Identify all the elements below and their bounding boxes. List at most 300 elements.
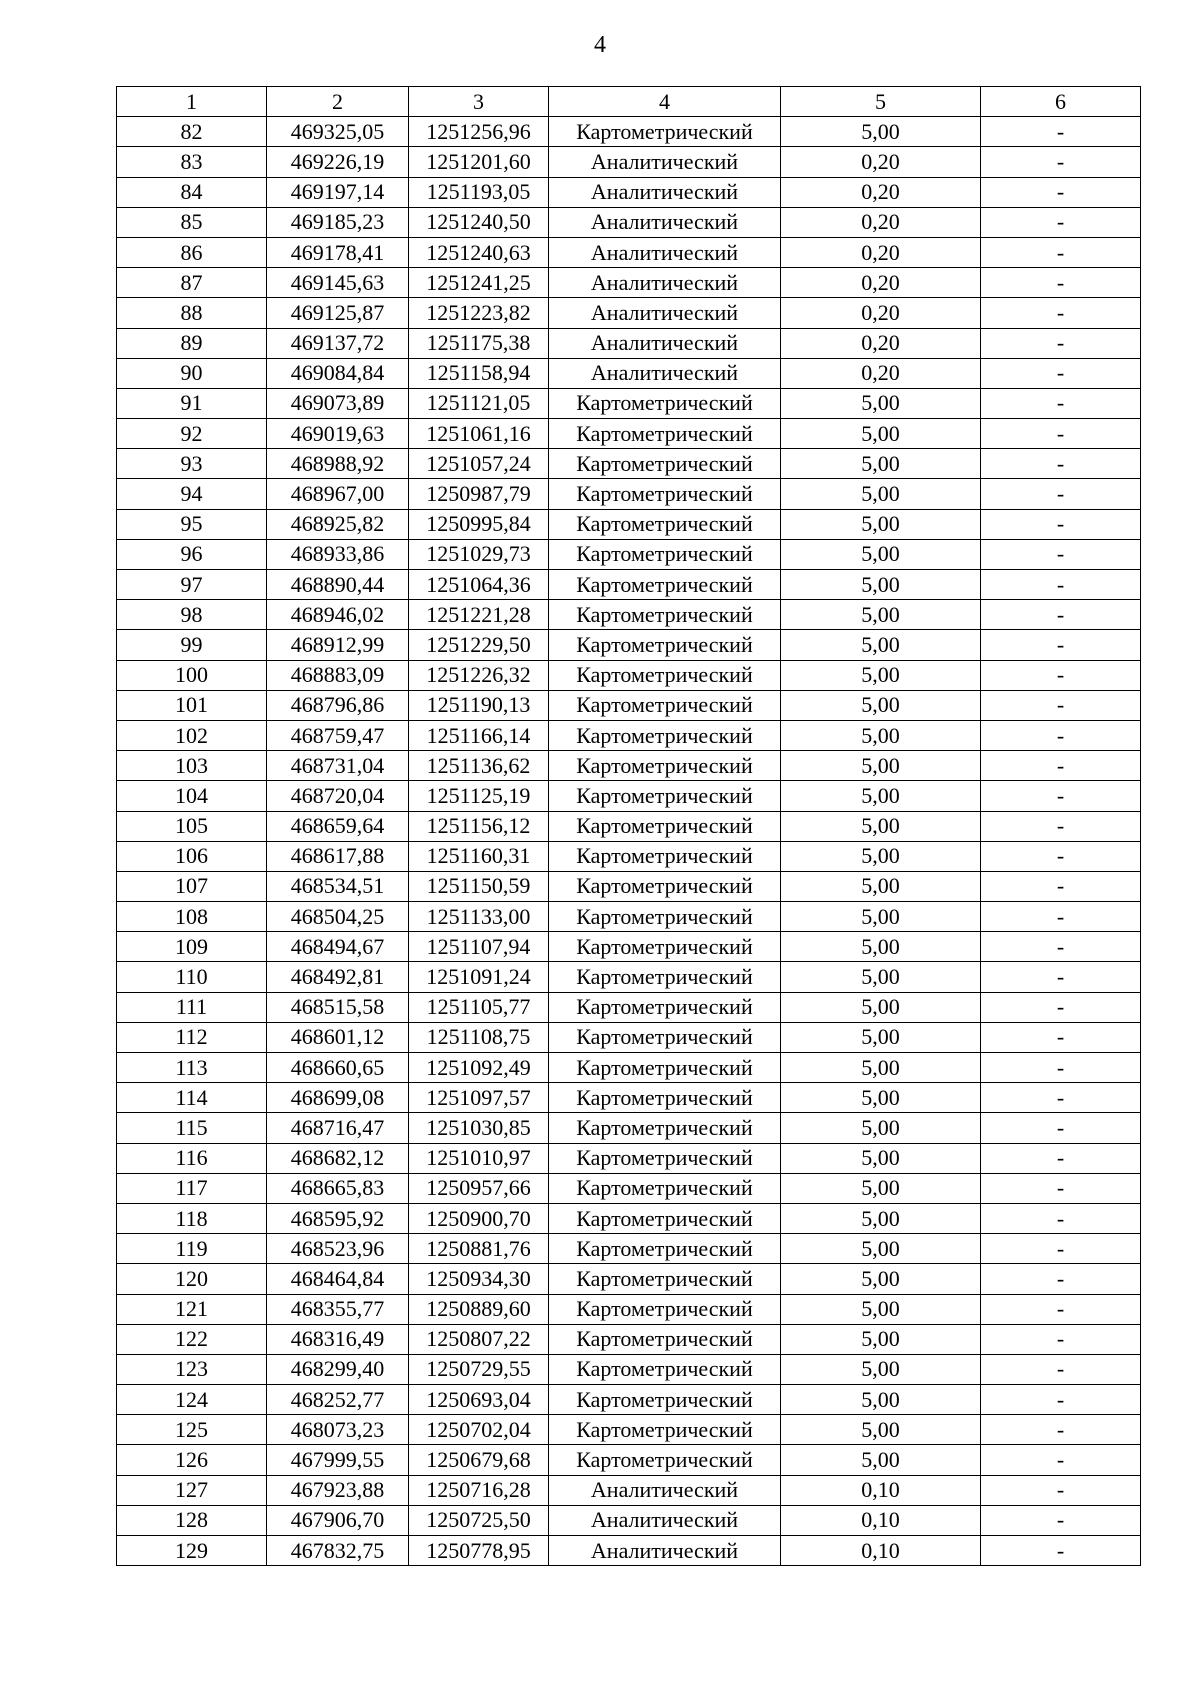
method-cell: Картометрический	[549, 1022, 781, 1052]
point-number-cell: 83	[117, 147, 267, 177]
point-number-cell: 107	[117, 871, 267, 901]
note-cell: -	[981, 207, 1141, 237]
note-cell: -	[981, 962, 1141, 992]
y-coordinate-cell: 1251223,82	[409, 298, 549, 328]
table-row	[117, 1083, 1141, 1113]
method-cell: Картометрический	[549, 1354, 781, 1384]
x-coordinate-cell: 469125,87	[267, 298, 409, 328]
x-coordinate-cell: 468660,65	[267, 1053, 409, 1083]
note-cell: -	[981, 932, 1141, 962]
note-cell: -	[981, 1053, 1141, 1083]
note-cell: -	[981, 449, 1141, 479]
accuracy-cell: 5,00	[781, 1415, 981, 1445]
note-cell: -	[981, 419, 1141, 449]
note-cell: -	[981, 1264, 1141, 1294]
table-row	[117, 1234, 1141, 1264]
accuracy-cell: 5,00	[781, 388, 981, 418]
accuracy-cell: 0,10	[781, 1536, 981, 1566]
x-coordinate-cell: 468252,77	[267, 1385, 409, 1415]
point-number-cell: 117	[117, 1173, 267, 1203]
x-coordinate-cell: 468523,96	[267, 1234, 409, 1264]
table-row	[117, 902, 1141, 932]
note-cell: -	[981, 117, 1141, 147]
x-coordinate-cell: 468716,47	[267, 1113, 409, 1143]
method-cell: Картометрический	[549, 600, 781, 630]
point-number-cell: 114	[117, 1083, 267, 1113]
y-coordinate-cell: 1250778,95	[409, 1536, 549, 1566]
y-coordinate-cell: 1250957,66	[409, 1173, 549, 1203]
x-coordinate-cell: 468759,47	[267, 720, 409, 750]
table-row	[117, 1294, 1141, 1324]
accuracy-cell: 5,00	[781, 630, 981, 660]
accuracy-cell: 5,00	[781, 1113, 981, 1143]
y-coordinate-cell: 1251030,85	[409, 1113, 549, 1143]
accuracy-cell: 0,20	[781, 147, 981, 177]
method-cell: Аналитический	[549, 147, 781, 177]
y-coordinate-cell: 1251221,28	[409, 600, 549, 630]
table-row	[117, 1536, 1141, 1566]
note-cell: -	[981, 509, 1141, 539]
x-coordinate-cell: 468299,40	[267, 1354, 409, 1384]
y-coordinate-cell: 1250679,68	[409, 1445, 549, 1475]
y-coordinate-cell: 1251175,38	[409, 328, 549, 358]
point-number-cell: 89	[117, 328, 267, 358]
note-cell: -	[981, 1415, 1141, 1445]
note-cell: -	[981, 1354, 1141, 1384]
note-cell: -	[981, 177, 1141, 207]
x-coordinate-cell: 468617,88	[267, 841, 409, 871]
x-coordinate-cell: 468464,84	[267, 1264, 409, 1294]
method-cell: Картометрический	[549, 871, 781, 901]
method-cell: Картометрический	[549, 962, 781, 992]
method-cell: Картометрический	[549, 751, 781, 781]
note-cell: -	[981, 751, 1141, 781]
note-cell: -	[981, 1385, 1141, 1415]
x-coordinate-cell: 468912,99	[267, 630, 409, 660]
x-coordinate-cell: 468883,09	[267, 660, 409, 690]
y-coordinate-cell: 1251105,77	[409, 992, 549, 1022]
y-coordinate-cell: 1251226,32	[409, 660, 549, 690]
point-number-cell: 98	[117, 600, 267, 630]
note-cell: -	[981, 811, 1141, 841]
x-coordinate-cell: 468494,67	[267, 932, 409, 962]
note-cell: -	[981, 1536, 1141, 1566]
note-cell: -	[981, 539, 1141, 569]
point-number-cell: 129	[117, 1536, 267, 1566]
point-number-cell: 124	[117, 1385, 267, 1415]
table-header-row	[117, 87, 1141, 117]
method-cell: Картометрический	[549, 419, 781, 449]
y-coordinate-cell: 1250881,76	[409, 1234, 549, 1264]
point-number-cell: 112	[117, 1022, 267, 1052]
table-row	[117, 751, 1141, 781]
note-cell: -	[981, 1022, 1141, 1052]
x-coordinate-cell: 469325,05	[267, 117, 409, 147]
point-number-cell: 115	[117, 1113, 267, 1143]
method-cell: Картометрический	[549, 781, 781, 811]
x-coordinate-cell: 467999,55	[267, 1445, 409, 1475]
column-header: 6	[981, 87, 1141, 117]
point-number-cell: 97	[117, 570, 267, 600]
point-number-cell: 128	[117, 1505, 267, 1535]
table-body	[117, 87, 1141, 1566]
y-coordinate-cell: 1250702,04	[409, 1415, 549, 1445]
x-coordinate-cell: 468515,58	[267, 992, 409, 1022]
table-row	[117, 177, 1141, 207]
accuracy-cell: 5,00	[781, 1385, 981, 1415]
table-row	[117, 358, 1141, 388]
y-coordinate-cell: 1251107,94	[409, 932, 549, 962]
x-coordinate-cell: 467906,70	[267, 1505, 409, 1535]
accuracy-cell: 0,20	[781, 328, 981, 358]
accuracy-cell: 5,00	[781, 509, 981, 539]
method-cell: Картометрический	[549, 690, 781, 720]
point-number-cell: 111	[117, 992, 267, 1022]
table-row	[117, 992, 1141, 1022]
accuracy-cell: 5,00	[781, 600, 981, 630]
note-cell: -	[981, 1203, 1141, 1233]
y-coordinate-cell: 1250807,22	[409, 1324, 549, 1354]
accuracy-cell: 0,20	[781, 237, 981, 267]
y-coordinate-cell: 1251133,00	[409, 902, 549, 932]
table-row	[117, 690, 1141, 720]
table-row	[117, 479, 1141, 509]
note-cell: -	[981, 1445, 1141, 1475]
x-coordinate-cell: 468601,12	[267, 1022, 409, 1052]
note-cell: -	[981, 841, 1141, 871]
y-coordinate-cell: 1251241,25	[409, 268, 549, 298]
method-cell: Картометрический	[549, 841, 781, 871]
method-cell: Картометрический	[549, 660, 781, 690]
table-row	[117, 539, 1141, 569]
table-row	[117, 630, 1141, 660]
x-coordinate-cell: 469197,14	[267, 177, 409, 207]
accuracy-cell: 5,00	[781, 1022, 981, 1052]
table-row	[117, 237, 1141, 267]
method-cell: Аналитический	[549, 207, 781, 237]
y-coordinate-cell: 1251201,60	[409, 147, 549, 177]
note-cell: -	[981, 902, 1141, 932]
point-number-cell: 101	[117, 690, 267, 720]
method-cell: Картометрический	[549, 1415, 781, 1445]
accuracy-cell: 5,00	[781, 479, 981, 509]
y-coordinate-cell: 1251064,36	[409, 570, 549, 600]
x-coordinate-cell: 468355,77	[267, 1294, 409, 1324]
point-number-cell: 109	[117, 932, 267, 962]
method-cell: Картометрический	[549, 449, 781, 479]
method-cell: Картометрический	[549, 570, 781, 600]
point-number-cell: 82	[117, 117, 267, 147]
point-number-cell: 102	[117, 720, 267, 750]
point-number-cell: 106	[117, 841, 267, 871]
method-cell: Картометрический	[549, 1143, 781, 1173]
method-cell: Картометрический	[549, 1294, 781, 1324]
table-row	[117, 1264, 1141, 1294]
x-coordinate-cell: 467832,75	[267, 1536, 409, 1566]
note-cell: -	[981, 690, 1141, 720]
y-coordinate-cell: 1251010,97	[409, 1143, 549, 1173]
table-row	[117, 328, 1141, 358]
point-number-cell: 96	[117, 539, 267, 569]
x-coordinate-cell: 468595,92	[267, 1203, 409, 1233]
x-coordinate-cell: 468731,04	[267, 751, 409, 781]
accuracy-cell: 5,00	[781, 962, 981, 992]
accuracy-cell: 5,00	[781, 902, 981, 932]
y-coordinate-cell: 1250987,79	[409, 479, 549, 509]
note-cell: -	[981, 1113, 1141, 1143]
note-cell: -	[981, 298, 1141, 328]
y-coordinate-cell: 1251029,73	[409, 539, 549, 569]
table-row	[117, 570, 1141, 600]
x-coordinate-cell: 468316,49	[267, 1324, 409, 1354]
point-number-cell: 123	[117, 1354, 267, 1384]
y-coordinate-cell: 1251193,05	[409, 177, 549, 207]
method-cell: Картометрический	[549, 1203, 781, 1233]
note-cell: -	[981, 570, 1141, 600]
accuracy-cell: 5,00	[781, 690, 981, 720]
method-cell: Картометрический	[549, 630, 781, 660]
point-number-cell: 99	[117, 630, 267, 660]
accuracy-cell: 5,00	[781, 1294, 981, 1324]
table-row	[117, 388, 1141, 418]
x-coordinate-cell: 468933,86	[267, 539, 409, 569]
y-coordinate-cell: 1251166,14	[409, 720, 549, 750]
note-cell: -	[981, 358, 1141, 388]
y-coordinate-cell: 1250900,70	[409, 1203, 549, 1233]
y-coordinate-cell: 1251190,13	[409, 690, 549, 720]
y-coordinate-cell: 1251256,96	[409, 117, 549, 147]
accuracy-cell: 5,00	[781, 1234, 981, 1264]
accuracy-cell: 5,00	[781, 1264, 981, 1294]
point-number-cell: 86	[117, 237, 267, 267]
x-coordinate-cell: 468534,51	[267, 871, 409, 901]
point-number-cell: 94	[117, 479, 267, 509]
table-row	[117, 1053, 1141, 1083]
x-coordinate-cell: 468796,86	[267, 690, 409, 720]
x-coordinate-cell: 467923,88	[267, 1475, 409, 1505]
note-cell: -	[981, 1143, 1141, 1173]
table-row	[117, 1143, 1141, 1173]
point-number-cell: 110	[117, 962, 267, 992]
point-number-cell: 92	[117, 419, 267, 449]
note-cell: -	[981, 992, 1141, 1022]
method-cell: Картометрический	[549, 932, 781, 962]
point-number-cell: 91	[117, 388, 267, 418]
x-coordinate-cell: 468988,92	[267, 449, 409, 479]
table-row	[117, 1475, 1141, 1505]
x-coordinate-cell: 468967,00	[267, 479, 409, 509]
accuracy-cell: 5,00	[781, 449, 981, 479]
method-cell: Аналитический	[549, 1536, 781, 1566]
point-number-cell: 122	[117, 1324, 267, 1354]
table-row	[117, 268, 1141, 298]
table-row	[117, 509, 1141, 539]
x-coordinate-cell: 468073,23	[267, 1415, 409, 1445]
x-coordinate-cell: 469145,63	[267, 268, 409, 298]
y-coordinate-cell: 1251160,31	[409, 841, 549, 871]
accuracy-cell: 0,20	[781, 358, 981, 388]
x-coordinate-cell: 468665,83	[267, 1173, 409, 1203]
x-coordinate-cell: 468890,44	[267, 570, 409, 600]
method-cell: Картометрический	[549, 1445, 781, 1475]
accuracy-cell: 5,00	[781, 811, 981, 841]
note-cell: -	[981, 1475, 1141, 1505]
table-row	[117, 1385, 1141, 1415]
note-cell: -	[981, 720, 1141, 750]
point-number-cell: 126	[117, 1445, 267, 1475]
method-cell: Картометрический	[549, 388, 781, 418]
point-number-cell: 104	[117, 781, 267, 811]
table-row	[117, 117, 1141, 147]
note-cell: -	[981, 1294, 1141, 1324]
point-number-cell: 105	[117, 811, 267, 841]
y-coordinate-cell: 1251097,57	[409, 1083, 549, 1113]
table-row	[117, 207, 1141, 237]
table-row	[117, 1324, 1141, 1354]
x-coordinate-cell: 468504,25	[267, 902, 409, 932]
method-cell: Аналитический	[549, 177, 781, 207]
point-number-cell: 85	[117, 207, 267, 237]
accuracy-cell: 5,00	[781, 1053, 981, 1083]
y-coordinate-cell: 1250995,84	[409, 509, 549, 539]
x-coordinate-cell: 468682,12	[267, 1143, 409, 1173]
accuracy-cell: 5,00	[781, 539, 981, 569]
point-number-cell: 90	[117, 358, 267, 388]
point-number-cell: 116	[117, 1143, 267, 1173]
accuracy-cell: 5,00	[781, 781, 981, 811]
accuracy-cell: 5,00	[781, 419, 981, 449]
table-row	[117, 660, 1141, 690]
method-cell: Картометрический	[549, 992, 781, 1022]
point-number-cell: 113	[117, 1053, 267, 1083]
y-coordinate-cell: 1250693,04	[409, 1385, 549, 1415]
note-cell: -	[981, 147, 1141, 177]
note-cell: -	[981, 268, 1141, 298]
method-cell: Картометрический	[549, 117, 781, 147]
accuracy-cell: 0,10	[781, 1475, 981, 1505]
column-header: 5	[781, 87, 981, 117]
table-row	[117, 962, 1141, 992]
point-number-cell: 120	[117, 1264, 267, 1294]
table-row	[117, 871, 1141, 901]
point-number-cell: 103	[117, 751, 267, 781]
accuracy-cell: 5,00	[781, 871, 981, 901]
table-row	[117, 1354, 1141, 1384]
page-number: 4	[594, 32, 606, 58]
method-cell: Аналитический	[549, 1505, 781, 1535]
coordinates-table	[116, 86, 1141, 1566]
accuracy-cell: 0,20	[781, 298, 981, 328]
table-row	[117, 147, 1141, 177]
method-cell: Картометрический	[549, 1324, 781, 1354]
y-coordinate-cell: 1251158,94	[409, 358, 549, 388]
note-cell: -	[981, 1505, 1141, 1535]
method-cell: Аналитический	[549, 1475, 781, 1505]
accuracy-cell: 5,00	[781, 660, 981, 690]
point-number-cell: 93	[117, 449, 267, 479]
note-cell: -	[981, 871, 1141, 901]
column-header: 2	[267, 87, 409, 117]
method-cell: Аналитический	[549, 298, 781, 328]
note-cell: -	[981, 388, 1141, 418]
table-row	[117, 1203, 1141, 1233]
x-coordinate-cell: 469226,19	[267, 147, 409, 177]
point-number-cell: 88	[117, 298, 267, 328]
y-coordinate-cell: 1251136,62	[409, 751, 549, 781]
method-cell: Картометрический	[549, 1053, 781, 1083]
table-row	[117, 1505, 1141, 1535]
y-coordinate-cell: 1251061,16	[409, 419, 549, 449]
column-header: 1	[117, 87, 267, 117]
accuracy-cell: 5,00	[781, 1173, 981, 1203]
note-cell: -	[981, 1173, 1141, 1203]
point-number-cell: 100	[117, 660, 267, 690]
accuracy-cell: 5,00	[781, 720, 981, 750]
table-row	[117, 1415, 1141, 1445]
accuracy-cell: 0,10	[781, 1505, 981, 1535]
x-coordinate-cell: 468720,04	[267, 781, 409, 811]
note-cell: -	[981, 328, 1141, 358]
y-coordinate-cell: 1251108,75	[409, 1022, 549, 1052]
accuracy-cell: 5,00	[781, 117, 981, 147]
table-row	[117, 1173, 1141, 1203]
x-coordinate-cell: 469019,63	[267, 419, 409, 449]
x-coordinate-cell: 469137,72	[267, 328, 409, 358]
accuracy-cell: 5,00	[781, 751, 981, 781]
accuracy-cell: 0,20	[781, 177, 981, 207]
table-row	[117, 449, 1141, 479]
table-row	[117, 841, 1141, 871]
point-number-cell: 87	[117, 268, 267, 298]
y-coordinate-cell: 1251229,50	[409, 630, 549, 660]
method-cell: Картометрический	[549, 720, 781, 750]
accuracy-cell: 5,00	[781, 1083, 981, 1113]
accuracy-cell: 0,20	[781, 268, 981, 298]
x-coordinate-cell: 469178,41	[267, 237, 409, 267]
note-cell: -	[981, 600, 1141, 630]
x-coordinate-cell: 469185,23	[267, 207, 409, 237]
y-coordinate-cell: 1251240,50	[409, 207, 549, 237]
x-coordinate-cell: 468925,82	[267, 509, 409, 539]
method-cell: Аналитический	[549, 268, 781, 298]
point-number-cell: 125	[117, 1415, 267, 1445]
accuracy-cell: 5,00	[781, 932, 981, 962]
note-cell: -	[981, 781, 1141, 811]
y-coordinate-cell: 1250729,55	[409, 1354, 549, 1384]
column-header: 3	[409, 87, 549, 117]
table-row	[117, 811, 1141, 841]
x-coordinate-cell: 468946,02	[267, 600, 409, 630]
accuracy-cell: 5,00	[781, 1445, 981, 1475]
method-cell: Картометрический	[549, 811, 781, 841]
method-cell: Картометрический	[549, 539, 781, 569]
method-cell: Картометрический	[549, 479, 781, 509]
y-coordinate-cell: 1250889,60	[409, 1294, 549, 1324]
method-cell: Аналитический	[549, 237, 781, 267]
accuracy-cell: 5,00	[781, 1143, 981, 1173]
note-cell: -	[981, 479, 1141, 509]
point-number-cell: 127	[117, 1475, 267, 1505]
y-coordinate-cell: 1251125,19	[409, 781, 549, 811]
method-cell: Картометрический	[549, 1173, 781, 1203]
x-coordinate-cell: 468699,08	[267, 1083, 409, 1113]
column-header: 4	[549, 87, 781, 117]
method-cell: Аналитический	[549, 328, 781, 358]
y-coordinate-cell: 1250716,28	[409, 1475, 549, 1505]
method-cell: Картометрический	[549, 1385, 781, 1415]
table-row	[117, 1022, 1141, 1052]
note-cell: -	[981, 660, 1141, 690]
